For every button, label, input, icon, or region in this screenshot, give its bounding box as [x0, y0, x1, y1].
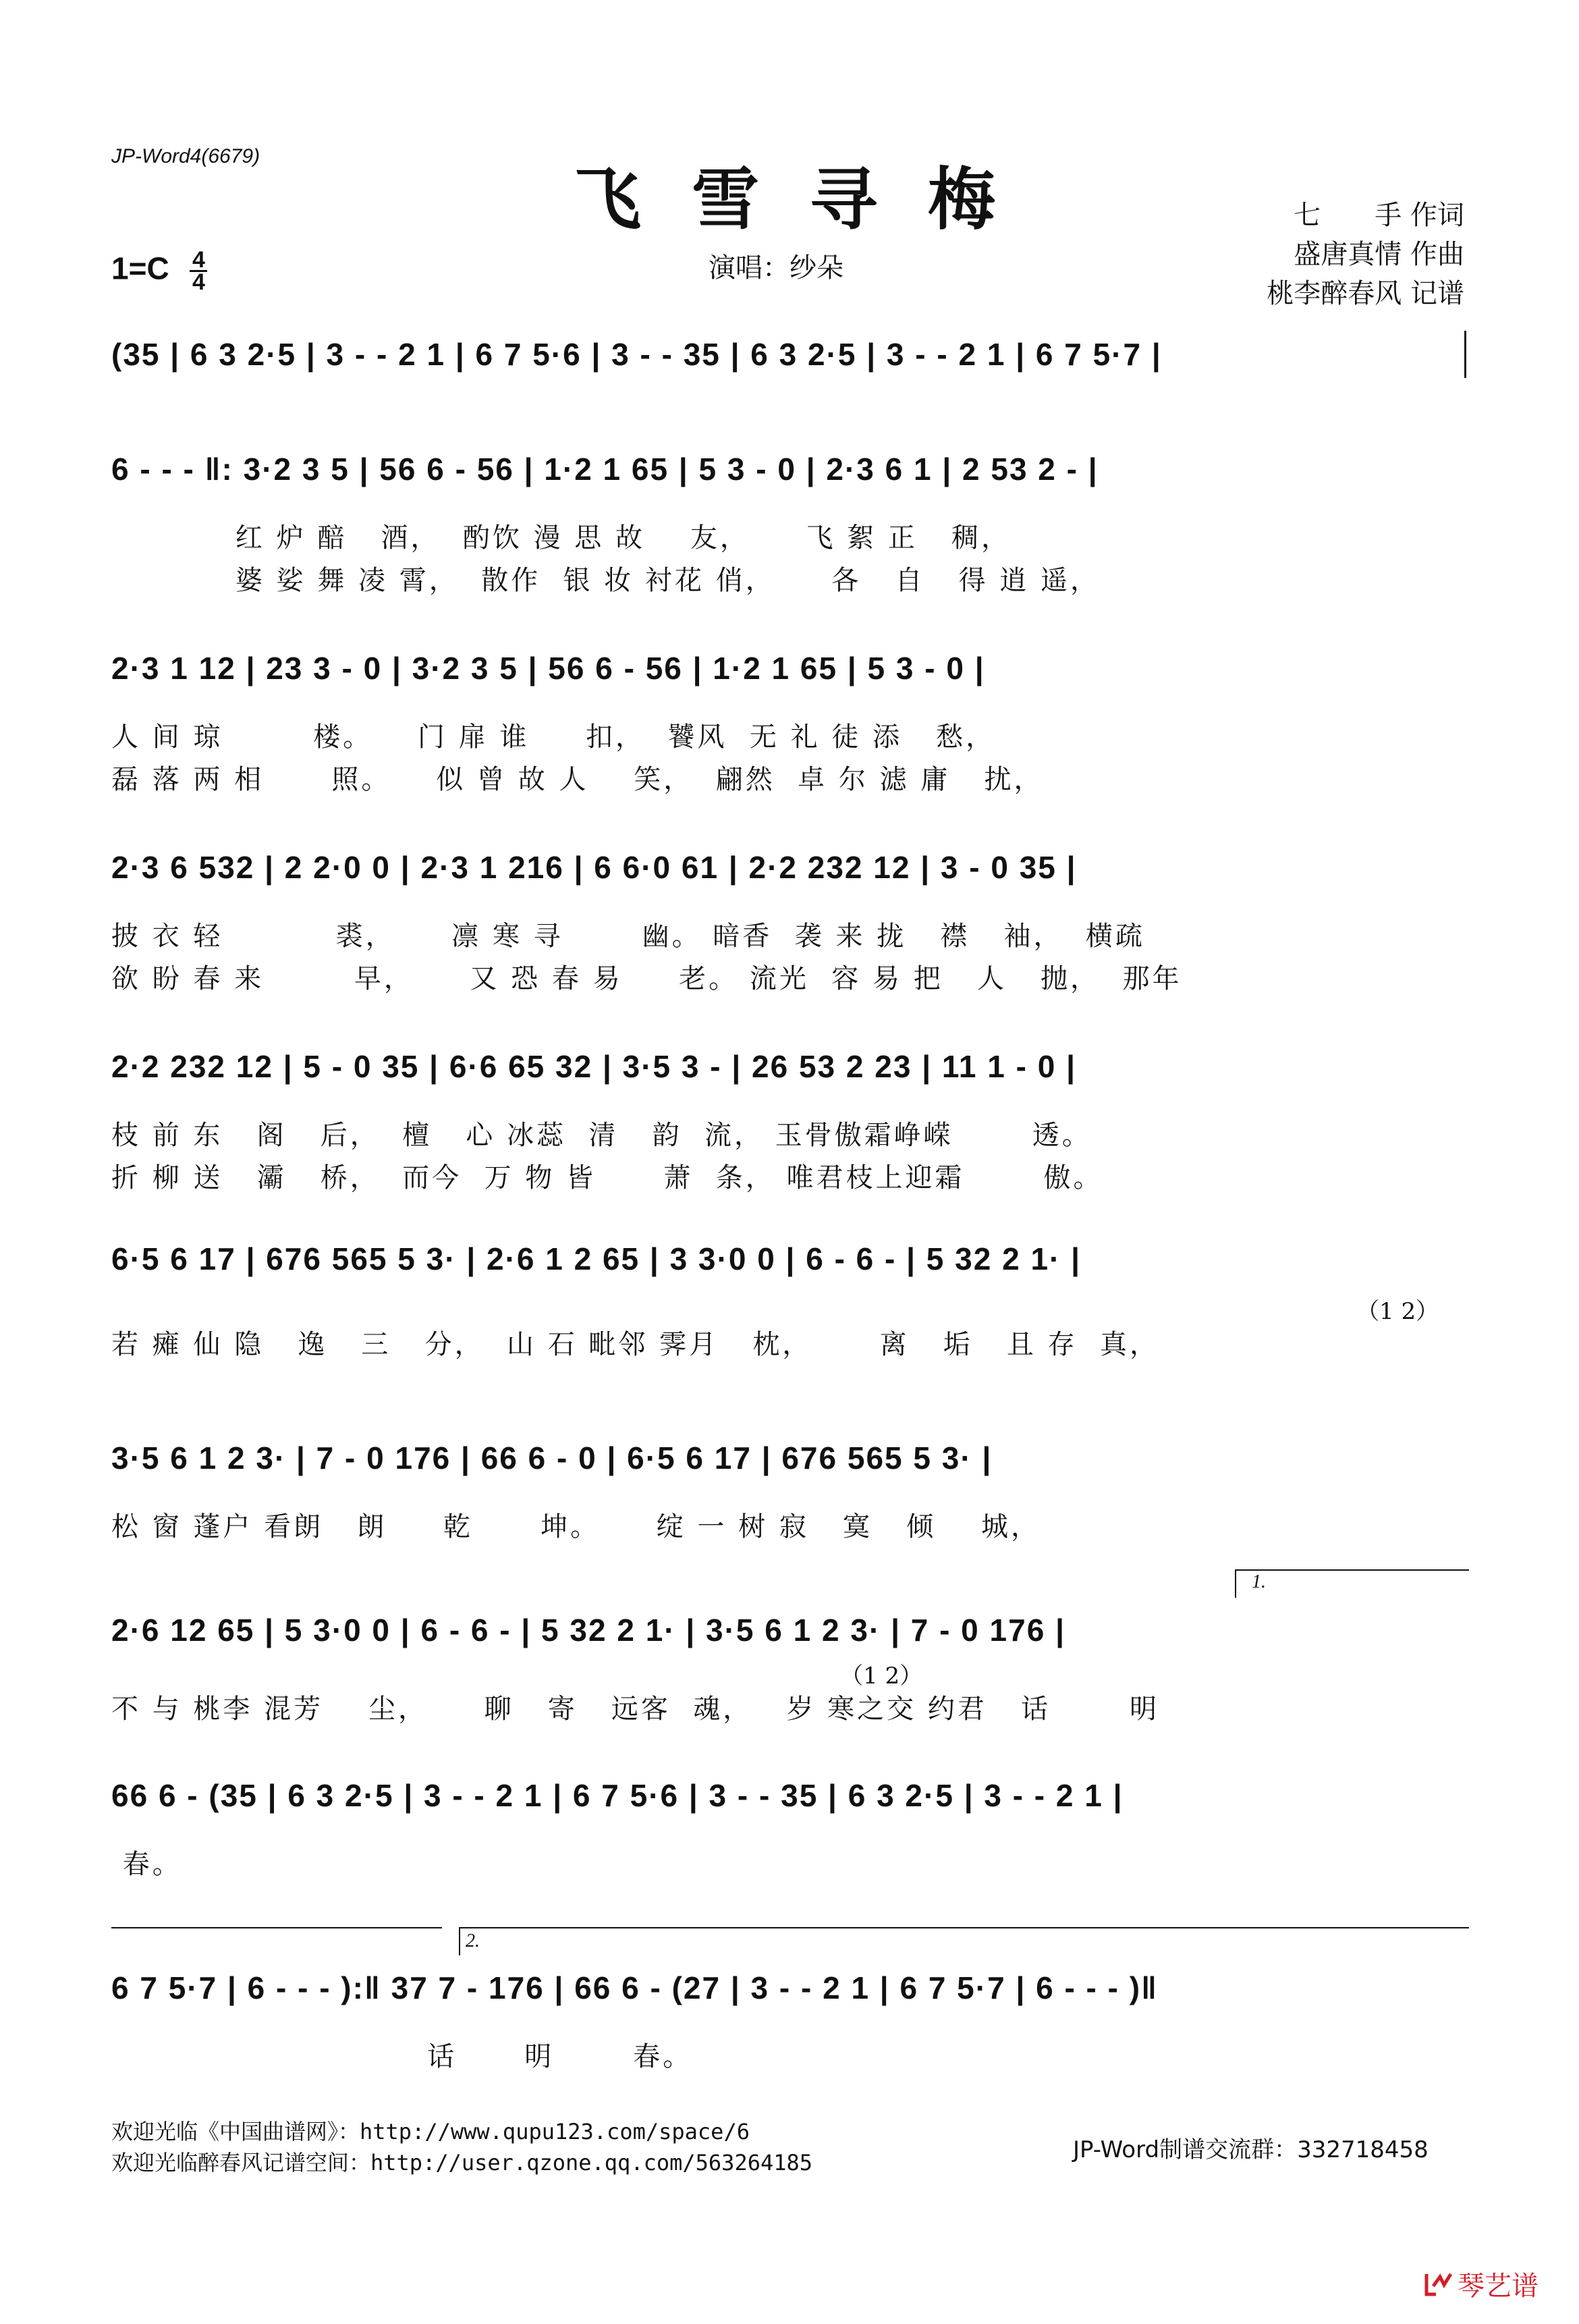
notation-line: 2·2 232 12 | 5 - 0 35 | 6·6 65 32 | 3·5 3 - | 26 53 2 23 | 11 1 - 0 |	[111, 1049, 1076, 1084]
score-system-8	[111, 1571, 1468, 1741]
notation-line: 66 6 - (35 | 6 3 2·5 | 3 - - 2 1 | 6 7 5·6 | 3 - - 35 | 6 3 2·5 | 3 - - 2 1 |	[111, 1778, 1124, 1813]
score-system-2	[111, 445, 1468, 601]
time-signature	[190, 247, 207, 295]
lyric-verse-1: 披 衣 轻 裘， 凛 寒 寻 幽。 暗香 袭 来 拢 襟 袖， 横疏	[111, 921, 1145, 952]
lyric-verse-1: 红 炉 醅 酒， 酌饮 漫 思 故 友， 飞 絮 正 稠，	[111, 522, 1012, 553]
score-system-10	[111, 1930, 1468, 2072]
footer-link-qzone[interactable]: 欢迎光临醉春风记谱空间：http://user.qzone.qq.com/563264185	[111, 2150, 813, 2176]
lyric-verse-1: 若 瘫 仙 隐 逸 三 分， 山 石 毗邻 霁月 枕， 离 垢 且 存 真，	[111, 1329, 1160, 1360]
volta-label-1: 1.	[1252, 1571, 1266, 1592]
score-system-1	[111, 331, 1468, 385]
score-system-7	[111, 1434, 1468, 1542]
lyric-verse-2: 磊 落 两 相 照。 似 曾 故 人 笑， 翩然 卓 尔 滤 庸 扰，	[111, 764, 1044, 795]
lyric-verse-2: 婆 娑 舞 凌 霄， 散作 银 妆 衬花 俏， 各 自 得 逍 遥，	[111, 565, 1101, 596]
notation-line: 6 7 5·7 | 6 - - - ):‖ 37 7 - 176 | 66 6 - (27 | 3 - - 2 1 | 6 7 5·7 | 6 - - - )‖	[111, 1970, 1158, 2005]
volta-bracket-2	[459, 1927, 1469, 1955]
volta-bracket-continuation	[111, 1927, 442, 1955]
transcriber-credit: 桃李醉春风 记谱	[1267, 278, 1464, 309]
notation-line: 2·3 6 532 | 2 2·0 0 | 2·3 1 216 | 6 6·0 61 | 2·2 232 12 | 3 - 0 35 |	[111, 850, 1077, 885]
notation-line: 2·3 1 12 | 23 3 - 0 | 3·2 3 5 | 56 6 - 56 | 1·2 1 65 | 5 3 - 0 |	[111, 651, 985, 686]
barline	[1464, 331, 1466, 378]
lyric-verse-1: 不 与 桃李 混芳 尘， 聊 寄 远客 魂， 岁 寒之交 约君 话 明	[111, 1694, 1160, 1725]
qinyipu-logo-icon	[1424, 2271, 1453, 2297]
credits	[1267, 196, 1464, 313]
score-system-3	[111, 645, 1468, 800]
key-signature	[111, 247, 207, 295]
time-sig-bottom: 4	[192, 269, 205, 295]
logo-text: 琴艺谱	[1458, 2271, 1539, 2302]
song-title: 飞雪寻梅	[574, 159, 1046, 239]
alt-lyric-marker: （1 2）	[1356, 1298, 1439, 1325]
lyric-verse-1: 人 间 琼 楼。 门 扉 谁 扣， 饕风 无 礼 徒 添 愁，	[111, 722, 996, 753]
score-system-5	[111, 1043, 1468, 1198]
notation-line: 2·6 12 65 | 5 3·0 0 | 6 - 6 - | 5 32 2 1· | 3·5 6 1 2 3· | 7 - 0 176 |	[111, 1613, 1065, 1648]
footer-link-qupu[interactable]: 欢迎光临《中国曲谱网》：http://www.qupu123.com/space/6	[111, 2119, 750, 2144]
footer-group: JP-Word制谱交流群：332718458	[1073, 2136, 1429, 2163]
time-sig-top: 4	[192, 247, 205, 273]
lyric-verse-1: 话 明 春。	[111, 2041, 693, 2072]
score-system-9	[111, 1772, 1468, 1880]
lyric-verse-1: 松 窗 蓬户 看朗 朗 乾 坤。 绽 一 树 寂 寞 倾 城，	[111, 1511, 1041, 1542]
lyric-verse-1: 春。	[111, 1849, 182, 1880]
score-system-6	[111, 1235, 1468, 1370]
lyric-verse-2: 欲 盼 春 来 早， 又 恐 春 易 老。 流光 容 易 把 人 抛， 那年	[111, 963, 1182, 994]
site-logo	[1424, 2265, 1539, 2303]
alt-lyric-marker: （1 2）	[840, 1663, 923, 1690]
singer: 演唱：纱朵	[709, 252, 843, 283]
lyric-verse-2: 折 柳 送 灞 桥， 而今 万 物 皆 萧 条， 唯君枝上迎霜 傲。	[111, 1162, 1103, 1193]
lyric-verse-1: 枝 前 东 阁 后， 檀 心 冰蕊 清 韵 流， 玉骨傲霜峥嵘 透。	[111, 1120, 1092, 1151]
volta-bracket-1	[1235, 1569, 1469, 1598]
key-label: 1=C	[111, 250, 169, 286]
footer-links	[111, 2116, 812, 2178]
notation-line: (35 | 6 3 2·5 | 3 - - 2 1 | 6 7 5·6 | 3 - - 35 | 6 3 2·5 | 3 - - 2 1 | 6 7 5·7 |	[111, 337, 1162, 372]
lyricist-credit: 七 手 作词	[1294, 200, 1464, 231]
volta-label-2: 2.	[466, 1930, 480, 1951]
notation-line: 6·5 6 17 | 676 565 5 3· | 2·6 1 2 65 | 3 3·0 0 | 6 - 6 - | 5 32 2 1· |	[111, 1241, 1082, 1276]
score-system-4	[111, 844, 1468, 999]
notation-line: 6 - - - ‖: 3·2 3 5 | 56 6 - 56 | 1·2 1 65 | 5 3 - 0 | 2·3 6 1 | 2 53 2 - |	[111, 452, 1099, 487]
notation-line: 3·5 6 1 2 3· | 7 - 0 176 | 66 6 - 0 | 6·5 6 17 | 676 565 5 3· |	[111, 1440, 993, 1476]
composer-credit: 盛唐真情 作曲	[1294, 239, 1464, 270]
software-version: JP-Word4(6679)	[111, 145, 260, 167]
